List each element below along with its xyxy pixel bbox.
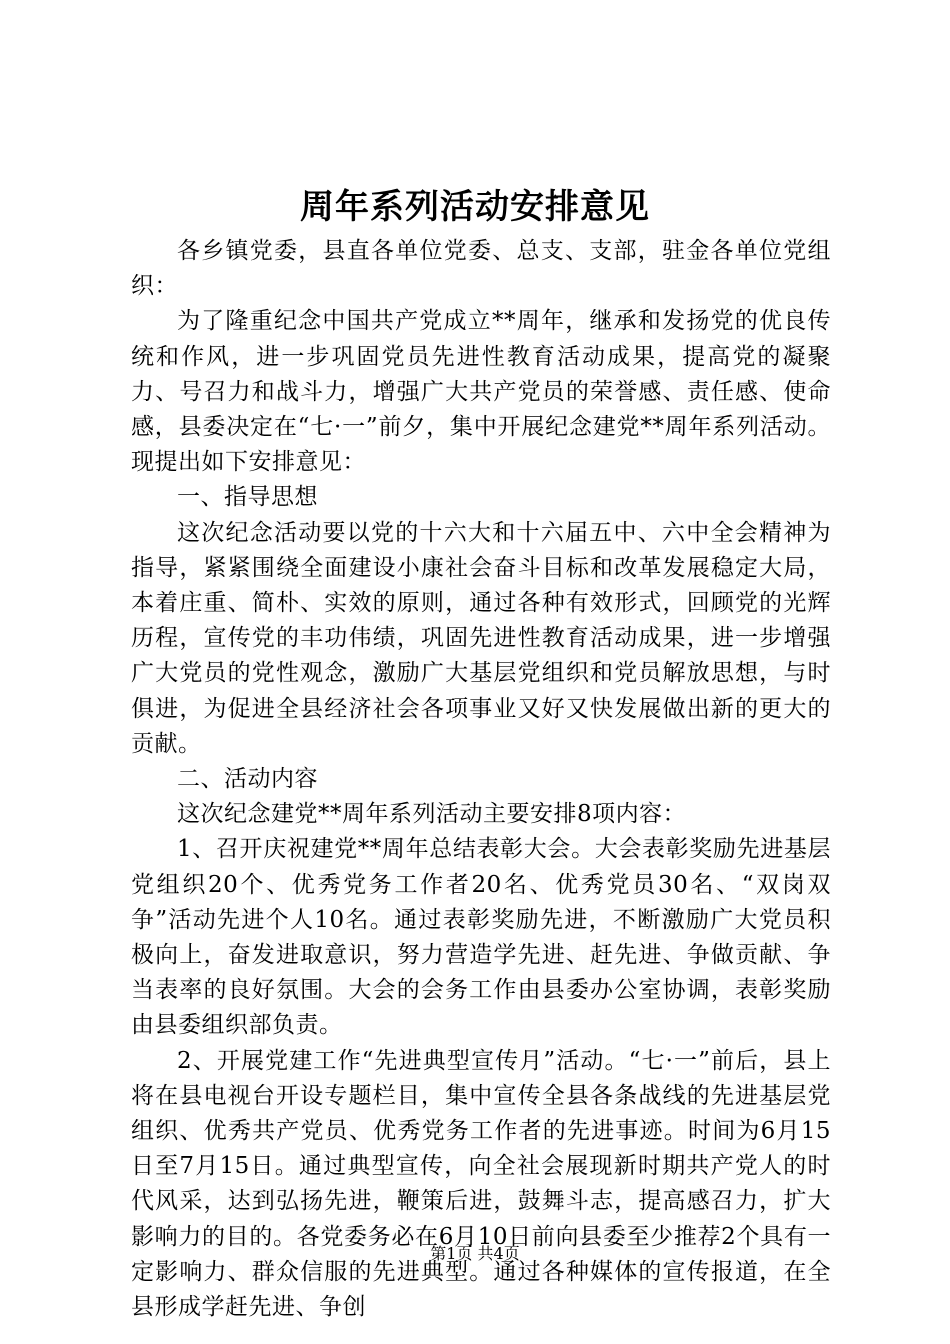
salutation-paragraph: 各乡镇党委，县直各单位党委、总支、支部，驻金各单位党组织： — [131, 238, 831, 300]
intro-paragraph: 为了隆重纪念中国共产党成立**周年，继承和发扬党的优良传统和作风，进一步巩固党员先进性教育活动成果，提高党的凝聚力、号召力和战斗力，增强广大共产党员的荣誉感、责任感、使命感，县委决定在“七·一”前夕，集中开展纪念建党**周年系列活动。现提出如下安排意见： — [131, 308, 831, 476]
activity-item-2-paragraph: 2、开展党建工作“先进典型宣传月”活动。“七·一”前后，县上将在县电视台开设专题栏目，集中宣传全县各条战线的先进基层党组织、优秀共产党员、优秀党务工作者的先进事迹。时间为6月15日至7月15日。通过典型宣传，向全社会展现新时期共产党人的时代风采，达到弘扬先进，鞭策后进，鼓舞斗志，提高感召力，扩大影响力的目的。各党委务必在6月10日前向县委至少推荐2个具有一定影响力、群众信服的先进典型。通过各种媒体的宣传报道，在全县形成学赶先进、争创 — [131, 1047, 831, 1321]
section-heading-activity-content: 二、活动内容 — [177, 766, 318, 793]
activity-item-1-paragraph: 1、召开庆祝建党**周年总结表彰大会。大会表彰奖励先进基层党组织20个、优秀党务工作者20名、优秀党员30名、“双岗双争”活动先进个人10名。通过表彰奖励先进，不断激励广大党员积极向上，奋发进取意识，努力营造学先进、赶先进、争做贡献、争当表率的良好氛围。大会的会务工作由县委办公室协调，表彰奖励由县委组织部负责。 — [131, 836, 831, 1039]
document-title: 周年系列活动安排意见 — [300, 187, 650, 227]
guiding-thought-paragraph: 这次纪念活动要以党的十六大和十六届五中、六中全会精神为指导，紧紧围绕全面建设小康社会奋斗目标和改革发展稳定大局，本着庄重、简朴、实效的原则，通过各种有效形式，回顾党的光辉历程，宣传党的丰功伟绩，巩固先进性教育活动成果，进一步增强广大党员的党性观念，激励广大基层党组织和党员解放思想，与时俱进，为促进全县经济社会各项事业又好又快发展做出新的更大的贡献。 — [131, 519, 831, 757]
page-footer: 第1页 共4页 — [430, 1244, 520, 1263]
section-heading-guiding-thought: 一、指导思想 — [177, 484, 318, 511]
activity-summary-paragraph: 这次纪念建党**周年系列活动主要安排8项内容： — [177, 801, 687, 828]
document-body — [131, 234, 831, 1325]
